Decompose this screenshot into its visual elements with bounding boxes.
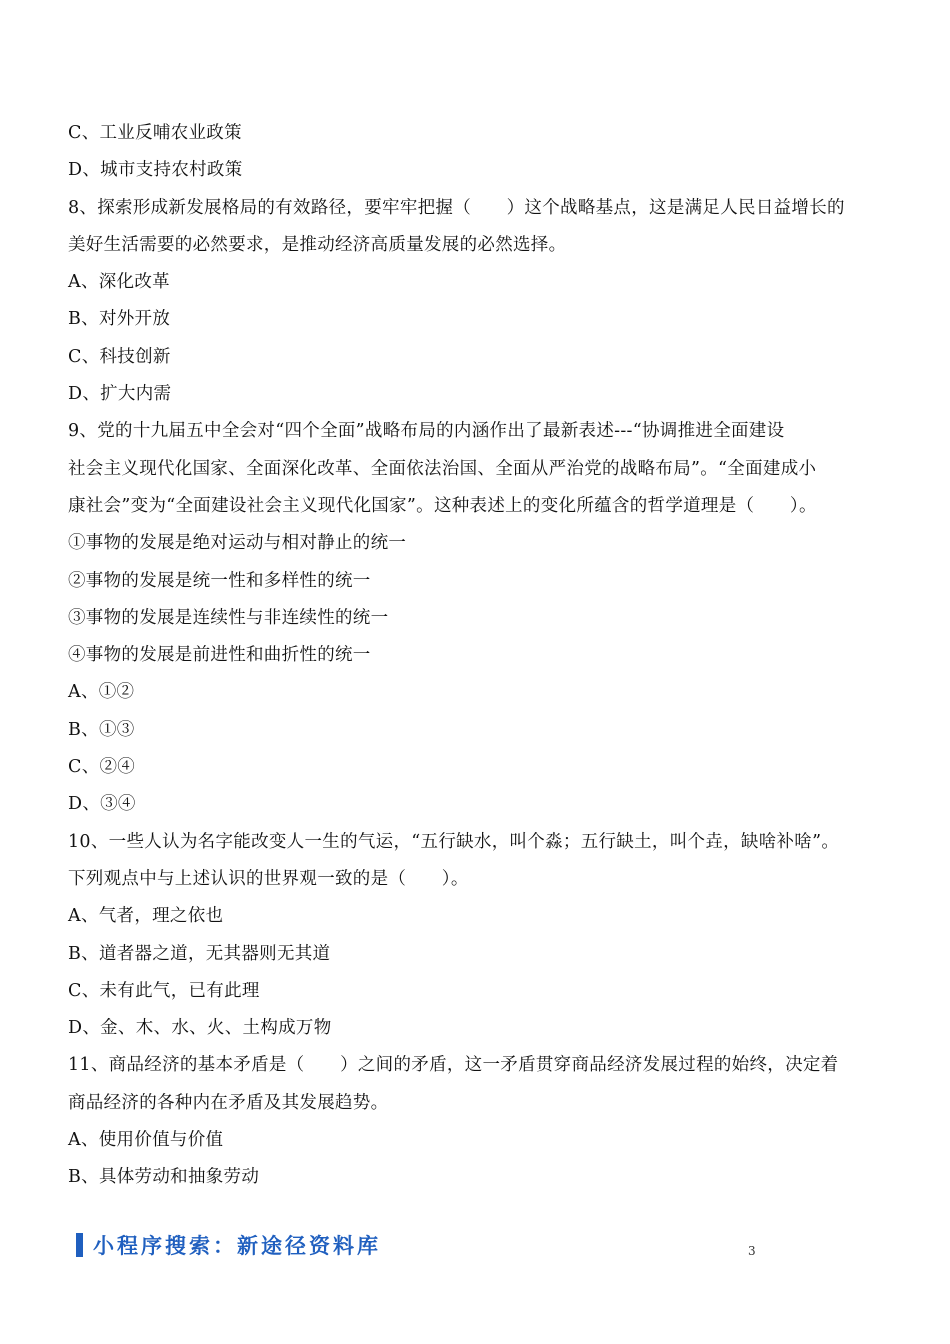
option-line: A、①②	[68, 682, 135, 703]
option-line: D、扩大内需	[68, 384, 172, 405]
statement-line: ③事物的发展是连续性与非连续性的统一	[68, 607, 389, 628]
question-line: 8、探索形成新发展格局的有效路径，要牢牢把握（ ）这个战略基点，这是满足人民日益增长的	[68, 197, 845, 218]
question-content	[68, 115, 884, 1197]
question-line: 11、商品经济的基本矛盾是（ ）之间的矛盾，这一矛盾贯穿商品经济发展过程的始终，决定着	[68, 1055, 839, 1076]
page-number: 3	[748, 1244, 756, 1258]
question-line: 美好生活需要的必然要求，是推动经济高质量发展的必然选择。	[68, 234, 567, 255]
option-line: B、具体劳动和抽象劳动	[68, 1167, 260, 1188]
option-line: C、工业反哺农业政策	[68, 123, 242, 143]
question-line: 下列观点中与上述认识的世界观一致的是（ ）。	[68, 868, 469, 889]
option-line: D、③④	[68, 794, 136, 815]
statement-line: ①事物的发展是绝对运动与相对静止的统一	[68, 533, 407, 554]
question-line: 社会主义现代化国家、全面深化改革、全面依法治国、全面从严治党的战略布局”。“全面建成小	[68, 458, 817, 479]
question-line: 9、党的十九届五中全会对“四个全面”战略布局的内涵作出了最新表述---“协调推进全面建设	[68, 421, 785, 442]
brand-text: 小程序搜索：新途径资料库	[93, 1234, 381, 1258]
option-line: A、深化改革	[68, 272, 170, 293]
option-line: A、气者，理之依也	[68, 906, 224, 927]
option-line: D、城市支持农村政策	[68, 160, 243, 181]
footer-brand	[76, 1230, 381, 1260]
option-line: A、使用价值与价值	[68, 1130, 224, 1151]
question-line: 商品经济的各种内在矛盾及其发展趋势。	[68, 1092, 389, 1113]
option-line: B、①③	[68, 719, 135, 740]
option-line: C、未有此气，已有此理	[68, 980, 260, 1001]
option-line: C、科技创新	[68, 346, 171, 367]
question-line: 10、一些人认为名字能改变人一生的气运，“五行缺水，叫个淼；五行缺土，叫个垚，缺啥补啥”。	[68, 831, 840, 852]
option-line: D、金、木、水、火、土构成万物	[68, 1018, 332, 1039]
statement-line: ②事物的发展是统一性和多样性的统一	[68, 570, 371, 591]
option-line: B、对外开放	[68, 309, 171, 330]
statement-line: ④事物的发展是前进性和曲折性的统一	[68, 645, 371, 666]
question-line: 康社会”变为“全面建设社会主义现代化国家”。这种表述上的变化所蕴含的哲学道理是（ ）。	[68, 495, 817, 516]
option-line: C、②④	[68, 757, 136, 778]
brand-bar-icon	[76, 1233, 83, 1257]
option-line: B、道者器之道，无其器则无其道	[68, 943, 331, 964]
